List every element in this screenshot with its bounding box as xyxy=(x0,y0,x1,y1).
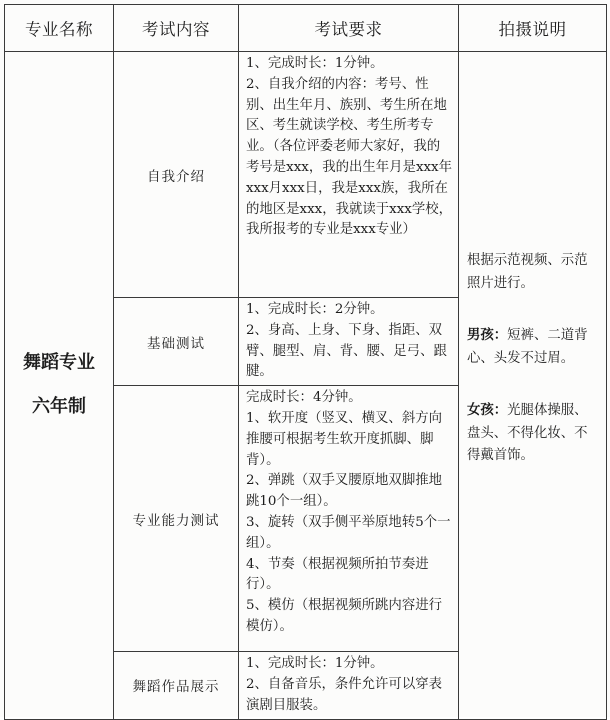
requirement-line: 完成时长：4分钟。 xyxy=(246,390,362,406)
header-row xyxy=(5,5,607,52)
shooting-notes-cell xyxy=(459,52,607,720)
item-basic-test: 基础测试 xyxy=(114,298,239,386)
requirement-line: 2、身高、上身、下身、指距、双臂、腿型、肩、背、腰、足弓、跟腱。 xyxy=(246,322,447,380)
note-female xyxy=(467,400,598,468)
requirement-line: 4、节奏（根据视频所拍节奏进行）。 xyxy=(246,556,429,593)
requirement-line: 2、自我介绍的内容：考号、性别、出生年月、族别、考生所在地区、考生就读学校、考生所考专业。（各位评委老师大家好，我的考号是xxx，我的出生年月是xxx年xxx月xxx日，我是xxx族，我所在的地区是xxx，我就读于xxx学校，我所报考的专业是xxx专业） xyxy=(246,76,452,238)
major-duration: 六年制 xyxy=(32,396,86,418)
header-content: 考试内容 xyxy=(114,5,239,52)
requirement-line: 1、软开度（竖叉、横叉、斜方向推腰可根据考生软开度抓脚、脚背）。 xyxy=(246,410,442,468)
note-male-text: 短裤、二道背心、头发不过眉。 xyxy=(467,328,588,366)
table-row xyxy=(5,52,607,298)
header-requirements: 考试要求 xyxy=(239,5,459,52)
exam-requirements-table xyxy=(4,4,607,720)
requirement-line: 1、完成时长：1分钟。 xyxy=(246,656,384,672)
major-cell xyxy=(5,52,114,720)
item-dance-showcase: 舞蹈作品展示 xyxy=(114,652,239,719)
requirement-line: 1、完成时长：1分钟。 xyxy=(246,56,384,71)
note-male xyxy=(467,325,598,370)
requirements-basic-test xyxy=(239,298,459,386)
note-general: 根据示范视频、示范照片进行。 xyxy=(467,253,588,291)
requirement-line: 1、完成时长：2分钟。 xyxy=(246,302,384,317)
requirement-line: 3、旋转（双手侧平举原地转5个一组）。 xyxy=(246,514,451,551)
note-female-text: 光腿体操服、盘头、不得化妆、不得戴首饰。 xyxy=(467,403,588,463)
requirements-dance-showcase xyxy=(239,652,459,719)
header-shooting-notes: 拍摄说明 xyxy=(459,5,607,52)
note-male-label: 男孩： xyxy=(467,328,508,343)
header-major: 专业名称 xyxy=(5,5,114,52)
major-name: 舞蹈专业 xyxy=(23,352,95,374)
item-ability-test: 专业能力测试 xyxy=(114,386,239,652)
requirements-ability-test xyxy=(239,386,459,652)
requirement-line: 2、自备音乐，条件允许可以穿表演剧目服装。 xyxy=(246,676,442,713)
item-self-intro: 自我介绍 xyxy=(114,52,239,298)
requirement-line: 5、模仿（根据视频所跳内容进行模仿）。 xyxy=(246,598,442,634)
requirements-self-intro xyxy=(239,52,459,298)
note-female-label: 女孩： xyxy=(467,403,508,418)
requirement-line: 2、弹跳（双手叉腰原地双脚推地跳10个一组）。 xyxy=(246,473,442,510)
